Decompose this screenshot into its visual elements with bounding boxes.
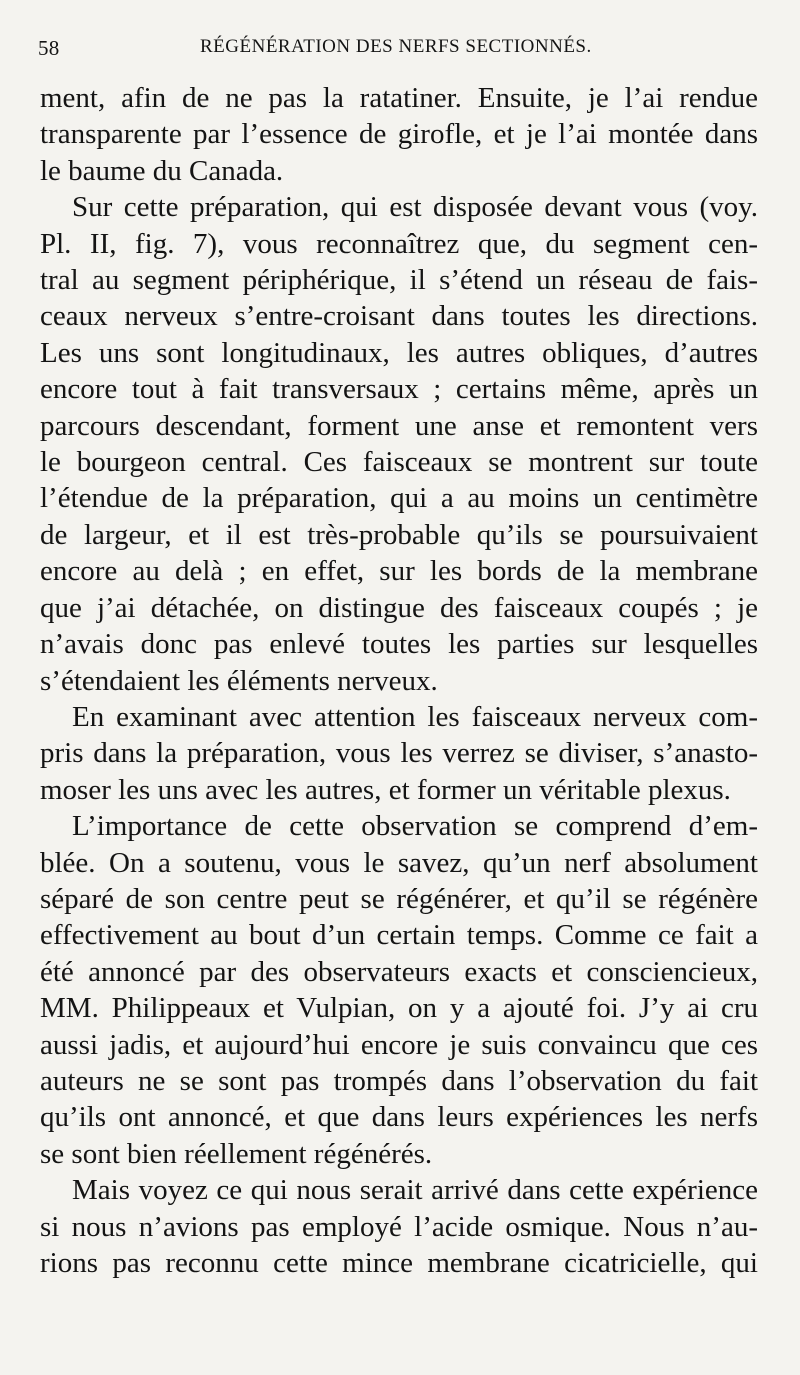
text-line: de largeur, et il est très-probable qu’ils se poursuivaient [40, 518, 758, 551]
text-line: moser les uns avec les autres, et former un véritable plexus. [40, 773, 731, 806]
text-line: pris dans la préparation, vous les verrez se diviser, s’anasto- [40, 737, 758, 770]
text-line: l’étendue de la préparation, qui a au moins un centimètre [40, 482, 758, 515]
body-text [40, 80, 758, 1281]
text-line: ceaux nerveux s’entre-croisant dans toutes les directions. [40, 300, 758, 333]
running-head [38, 36, 758, 66]
text-line: le baume du Canada. [40, 154, 284, 187]
text-line: si nous n’avions pas employé l’acide osmique. Nous n’au- [40, 1210, 758, 1243]
text-line: L’importance de cette observation se comprend d’em- [72, 810, 758, 843]
text-line: transparente par l’essence de girofle, et je l’ai montée dans [40, 118, 758, 151]
text-line: aussi jadis, et aujourd’hui encore je suis convaincu que ces [40, 1028, 758, 1061]
text-line: Pl. II, fig. 7), vous reconnaîtrez que, du segment cen- [40, 227, 758, 260]
paragraph [40, 1172, 758, 1281]
text-line: Sur cette préparation, qui est disposée devant vous (voy. [72, 191, 758, 224]
text-line: s’étendaient les éléments nerveux. [40, 664, 438, 697]
text-line: rions pas reconnu cette mince membrane cicatricielle, qui [40, 1247, 758, 1279]
paragraph [40, 189, 758, 699]
paragraph [40, 80, 758, 189]
text-line: que j’ai détachée, on distingue des faisceaux coupés ; je [40, 591, 758, 624]
text-line: blée. On a soutenu, vous le savez, qu’un nerf absolument [40, 846, 758, 879]
text-line: effectivement au bout d’un certain temps. Comme ce fait a [40, 919, 758, 952]
text-line: En examinant avec attention les faisceaux nerveux com- [72, 700, 758, 733]
text-line: ment, afin de ne pas la ratatiner. Ensuite, je l’ai rendue [40, 82, 758, 114]
text-line: Les uns sont longitudinaux, les autres obliques, d’autres [40, 336, 758, 369]
text-line: le bourgeon central. Ces faisceaux se montrent sur toute [40, 446, 758, 479]
text-line: encore au delà ; en effet, sur les bords de la membrane [40, 555, 758, 588]
page-number: 58 [38, 36, 60, 60]
text-line: été annoncé par des observateurs exacts et consciencieux, [40, 955, 758, 988]
text-line: séparé de son centre peut se régénérer, et qu’il se régénère [40, 882, 758, 915]
text-line: tral au segment périphérique, il s’étend un réseau de fais- [40, 264, 758, 297]
text-line: parcours descendant, forment une anse et remontent vers [40, 409, 758, 442]
text-line: MM. Philippeaux et Vulpian, on y a ajouté foi. J’y ai cru [40, 992, 758, 1025]
text-line: auteurs ne se sont pas trompés dans l’observation du fait [40, 1064, 758, 1097]
text-line: encore tout à fait transversaux ; certains même, après un [40, 373, 758, 406]
paragraph [40, 699, 758, 808]
text-line: se sont bien réellement régénérés. [40, 1137, 433, 1170]
paragraph [40, 808, 758, 1172]
text-line: n’avais donc pas enlevé toutes les parties sur lesquelles [40, 628, 758, 661]
text-line: qu’ils ont annoncé, et que dans leurs expériences les nerfs [40, 1101, 758, 1134]
text-line: Mais voyez ce qui nous serait arrivé dans cette expérience [72, 1174, 758, 1207]
running-title: RÉGÉNÉRATION DES NERFS SECTIONNÉS. [200, 36, 592, 57]
